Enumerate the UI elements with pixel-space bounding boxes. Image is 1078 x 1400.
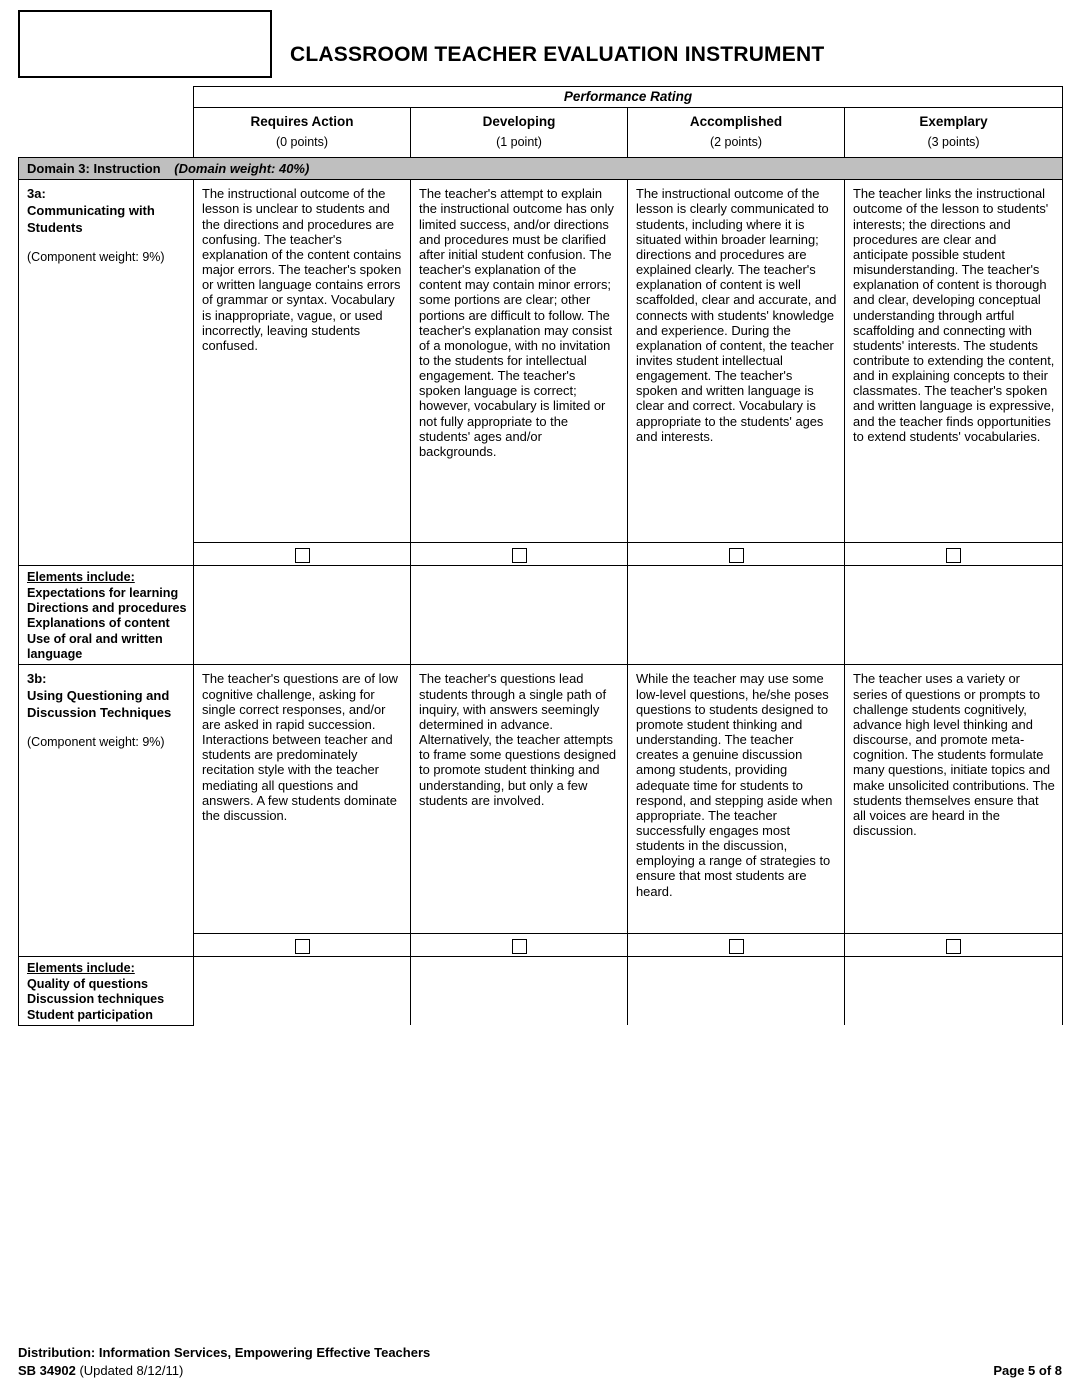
checkbox-cell-3a-requires-action[interactable] [194, 543, 411, 566]
descriptor-3b-requires-action: The teacher's questions are of low cognitive challenge, asking for single correct responses, and/or are asked in rapid succession. Interactions between teacher and students are predominately recitation style with the teacher mediating all questions and answers. A few students dominate the discussion. [194, 665, 411, 934]
elements-spacer-cell [411, 957, 628, 1025]
footer-distribution: Distribution: Information Services, Empowering Effective Teachers [18, 1345, 431, 1360]
elements-row-3b [19, 957, 1063, 1025]
performance-rating-header-row [19, 87, 1063, 108]
footer-page-number: Page 5 of 8 [993, 1363, 1062, 1378]
rating-columns-row [19, 108, 1063, 158]
checkbox-icon[interactable] [512, 939, 527, 954]
checkbox-cell-3b-exemplary[interactable] [845, 934, 1063, 957]
rating-label: Developing [482, 114, 556, 129]
footer-bottom-line [18, 1363, 1062, 1378]
component-number: 3a: [27, 186, 46, 202]
descriptor-3b-exemplary: The teacher uses a variety or series of questions or prompts to challenge students cognitively, advance high level thinking and discourse, and promote meta-cognition. The students formulate many questions, initiate topics and make unsolicited contributions. The students themselves ensure that all voices are heard in the discussion. [845, 665, 1063, 934]
descriptor-3a-exemplary: The teacher links the instructional outcome of the lesson to students' interests; the directions and procedures are clear and anticipate possible student misunderstanding. The teacher's explanation of content is thorough and clear, developing conceptual understanding through artful scaffolding and connecting with students' interests. The students contribute to extending the content, and in explaining concepts to their classmates. The teacher's spoken and written language is expressive, and the teacher finds opportunities to extend students' vocabularies. [845, 180, 1063, 543]
document-footer [18, 1345, 1062, 1378]
element-item: Directions and procedures [27, 601, 187, 616]
rating-label: Accomplished [689, 114, 783, 129]
element-item: Student participation [27, 1007, 153, 1022]
elements-spacer-cell [411, 566, 628, 665]
elements-spacer-cell [628, 957, 845, 1025]
component-title: Using Questioning and Discussion Techniques [27, 688, 172, 720]
element-item: Explanations of content [27, 616, 170, 631]
descriptor-3a-requires-action: The instructional outcome of the lesson is unclear to students and the directions and procedures are confusing. The teacher's explanation of the content contains major errors. The teacher's spoken or written language contains errors of grammar or syntax. Vocabulary is inappropriate, vague, or used incorrectly, leaving students confused. [194, 180, 411, 543]
elements-list-3a [19, 566, 194, 665]
element-item: Discussion techniques [27, 992, 165, 1007]
footer-doc-number: SB 34902 [18, 1363, 76, 1378]
checkbox-icon[interactable] [295, 548, 310, 563]
elements-spacer-cell [845, 957, 1063, 1025]
component-label-3b [19, 665, 194, 957]
checkbox-cell-3b-developing[interactable] [411, 934, 628, 957]
element-item: Quality of questions [27, 976, 149, 991]
component-row-3a [19, 180, 1063, 543]
rating-points: (2 points) [709, 134, 763, 149]
descriptor-3b-developing: The teacher's questions lead students through a single path of inquiry, with answers seemingly determined in advance. Alternatively, the teacher attempts to frame some questions designed to promote student thinking and understanding, but only a few students are involved. [411, 665, 628, 934]
checkbox-icon[interactable] [729, 548, 744, 563]
page-title: CLASSROOM TEACHER EVALUATION INSTRUMENT [290, 43, 825, 66]
checkbox-cell-3a-developing[interactable] [411, 543, 628, 566]
domain-weight: (Domain weight: 40%) [174, 161, 310, 177]
domain-header [19, 158, 1063, 180]
footer-doc-info [18, 1363, 183, 1378]
rating-column-accomplished [628, 108, 845, 158]
rating-column-developing [411, 108, 628, 158]
rating-column-exemplary [845, 108, 1063, 158]
checkbox-cell-3a-exemplary[interactable] [845, 543, 1063, 566]
corner-blank-cell-2 [19, 108, 194, 158]
checkbox-cell-3a-accomplished[interactable] [628, 543, 845, 566]
descriptor-3a-accomplished: The instructional outcome of the lesson is clearly communicated to students, including where it is situated within broader learning; directions and procedures are explained clearly. The teacher's explanation of content is well scaffolded, clear and accurate, and connects with students' knowledge and experience. During the explanation of content, the teacher invites student intellectual engagement. The teacher's spoken and written language is clear and correct. Vocabulary is appropriate to the students' ages and interests. [628, 180, 845, 543]
domain-name: Domain 3: Instruction [27, 161, 161, 177]
checkbox-icon[interactable] [729, 939, 744, 954]
checkbox-icon[interactable] [295, 939, 310, 954]
elements-list-3b [19, 957, 194, 1025]
rating-points: (3 points) [927, 134, 980, 149]
domain-bar-row [19, 158, 1063, 180]
component-label-3a [19, 180, 194, 566]
component-row-3b [19, 665, 1063, 934]
element-item: Expectations for learning [27, 585, 179, 600]
elements-spacer-cell [194, 566, 411, 665]
rating-label: Exemplary [919, 114, 988, 129]
elements-spacer-cell [845, 566, 1063, 665]
rating-points: (0 points) [275, 134, 329, 149]
element-item: Use of oral and written language [27, 631, 163, 662]
elements-row-3a [19, 566, 1063, 665]
elements-spacer-cell [194, 957, 411, 1025]
checkbox-icon[interactable] [946, 939, 961, 954]
elements-heading: Elements include: [27, 961, 135, 976]
performance-rating-label: Performance Rating [194, 87, 1063, 108]
component-weight: (Component weight: 9%) [27, 735, 165, 750]
footer-updated: (Updated 8/12/11) [79, 1363, 184, 1378]
elements-spacer-cell [628, 566, 845, 665]
component-weight: (Component weight: 9%) [27, 250, 165, 265]
component-title: Communicating with Students [27, 202, 155, 235]
elements-heading: Elements include: [27, 570, 135, 585]
component-number: 3b: [27, 671, 47, 687]
checkbox-cell-3b-requires-action[interactable] [194, 934, 411, 957]
document-header [0, 0, 1078, 86]
checkbox-icon[interactable] [946, 548, 961, 563]
rating-points: (1 point) [496, 134, 542, 149]
checkbox-cell-3b-accomplished[interactable] [628, 934, 845, 957]
logo-placeholder-box [18, 10, 272, 78]
rating-column-requires-action [194, 108, 411, 158]
descriptor-3a-developing: The teacher's attempt to explain the instructional outcome has only limited success, and/or directions and procedures must be clarified after initial student confusion. The teacher's explanation of the content may contain minor errors; some portions are clear; other portions are difficult to follow. The teacher's explanation may consist of a monologue, with no invitation to the students for intellectual engagement. The teacher's spoken language is correct; however, vocabulary is limited or not fully appropriate to the students' ages and/or backgrounds. [411, 180, 628, 543]
checkbox-icon[interactable] [512, 548, 527, 563]
rubric-table [18, 86, 1063, 1026]
corner-blank-cell [19, 87, 194, 108]
rating-label: Requires Action [250, 114, 354, 129]
descriptor-3b-accomplished: While the teacher may use some low-level questions, he/she poses questions to students designed to promote student thinking and understanding. The teacher creates a genuine discussion among students, providing adequate time for students to respond, and stepping aside when appropriate. The teacher successfully engages most students in the discussion, employing a range of strategies to ensure that most students are heard. [628, 665, 845, 934]
